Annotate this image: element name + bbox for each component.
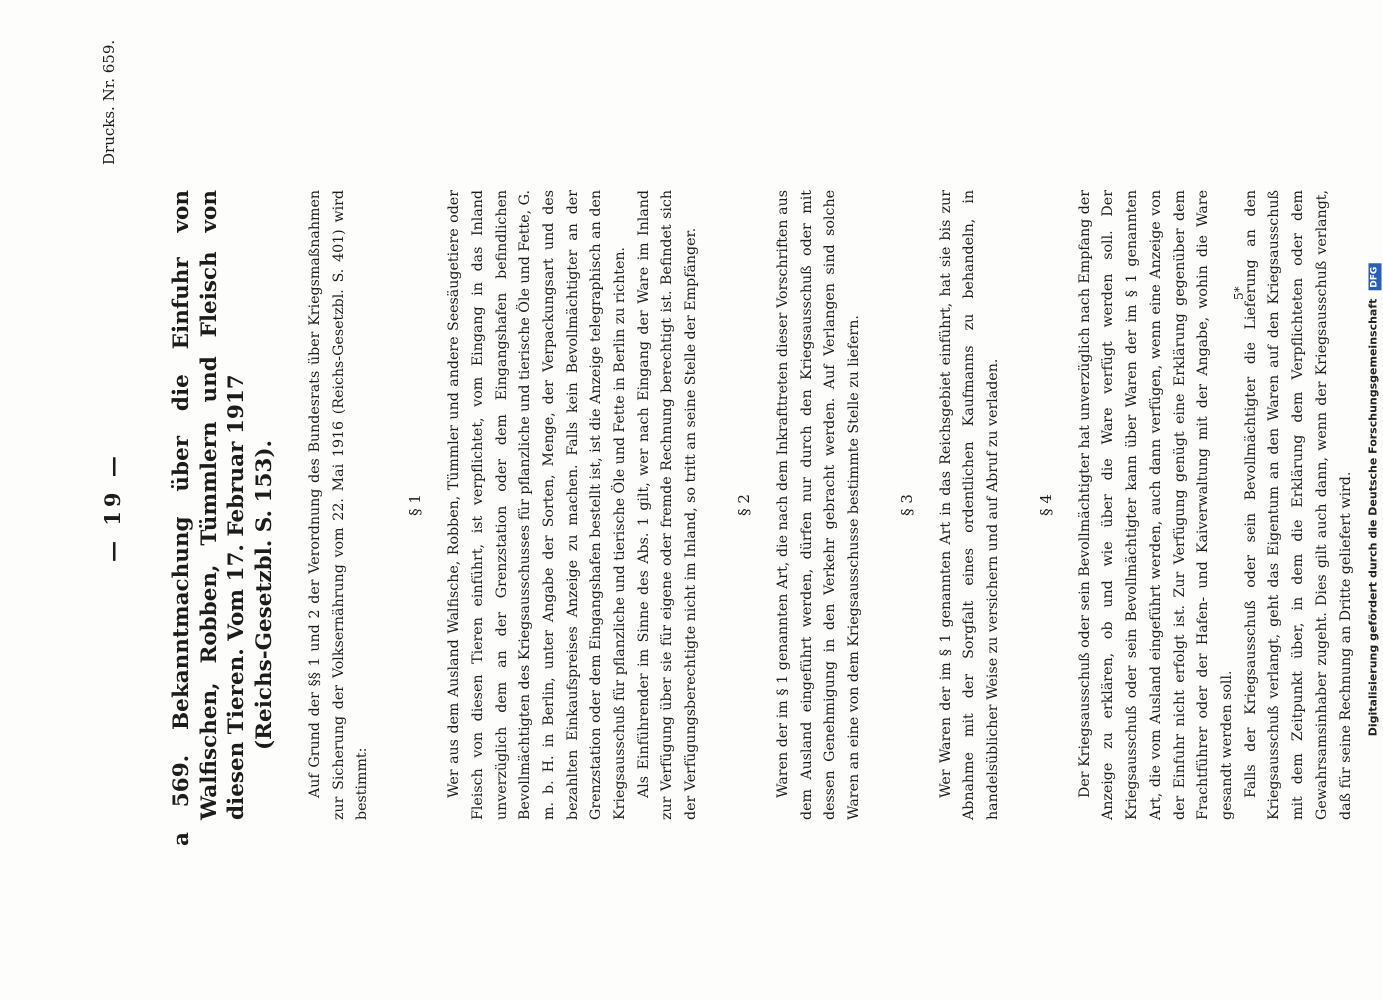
print-reference: Drucks. Nr. 659. (100, 39, 118, 165)
section-1-paragraph-2: Als Einführender im Sinne des Abs. 1 gilt, wer nach Eingang der Ware im Inland zur Verfügung über sie für eigene oder fremde Rechnung berechtigt ist. Befindet sich der Verfügungsberechtigte nicht im Inland, so tritt an seine Stelle der Empfänger. (635, 190, 700, 820)
digitization-note (1367, 264, 1382, 737)
page-number: — 19 — (100, 452, 125, 562)
section-4-paragraph-2: Falls der Kriegsausschuß oder sein Bevollmächtigter die Lieferung an den Kriegsausschuß verlangt, geht das Eigentum an den Waren auf den Kriegsausschuß mit dem Zeitpunkt über, in dem die Erklärung dem Verpflichteten oder dem Gewahrsamsinhaber zugeht. Dies gilt auch dann, wenn der Kriegsausschuß verlangt, daß für seine Rechnung an Dritte geliefert wird. (1242, 190, 1354, 820)
section-heading-2: § 2 (734, 494, 753, 516)
section-heading-4: § 4 (1036, 494, 1055, 516)
dfg-logo: DFG (1369, 264, 1382, 291)
digitization-note-text: Digitalisierung gefördert durch die Deutsche Forschungsgemeinschaft (1366, 298, 1380, 737)
title-text: Bekanntmachung über die Einfuhr von Walfischen, Robben, Tümmlern und Fleisch von diesen Tieren. Vom 17. Februar 1917 (169, 190, 249, 820)
intro-paragraph: Auf Grund der §§ 1 und 2 der Verordnung des Bundesrats über Kriegsmaßnahmen zur Sicherung der Volksernährung vom 22. Mai 1916 (Reichs-Gesetzbl. S. 401) wird bestimmt: (307, 190, 371, 820)
page-content (168, 190, 1358, 846)
section-heading-1: § 1 (406, 494, 425, 516)
section-1-paragraph-1: Wer aus dem Ausland Walfische, Robben, Tümmler und andere Seesäugetiere oder Fleisch von diesen Tieren einführt, ist verpflichtet, vom Eingang in das Inland unverzüglich dem an der Grenzstation oder dem Eingangshafen befindlichen Bevollmächtigten des Kriegsausschusses für pflanzliche und tierische Öle und Fette, G. m. b. H. in Berlin, unter Angabe der Sorten, Menge, der Verpackungsart und des bezahlten Einkaufspreises Anzeige zu machen. Falls kein Bevollmächtigter an der Grenzstation oder dem Eingangshafen bestellt ist, ist die Anzeige telegraphisch an den Kriegsausschuß für pflanzliche und tierische Öle und Fette in Berlin zu richten. (446, 190, 629, 820)
section-3-paragraph-1: Wer Waren der im § 1 genannten Art in das Reichsgebiet einführt, hat sie bis zur Abnahme mit der Sorgfalt eines ordentlichen Kaufmanns zu behandeln, in handelsüblicher Weise zu versichern und auf Abruf zu verladen. (937, 190, 1002, 820)
section-heading-3: § 3 (897, 494, 916, 516)
section-2-paragraph-1: Waren der im § 1 genannten Art, die nach dem Inkrafttreten dieser Vorschriften aus dem Ausland eingeführt werden, dürfen nur durch den Kriegsausschuß oder mit dessen Genehmigung in den Verkehr gebracht werden. Auf Verlangen sind solche Waren an eine von dem Kriegsausschusse bestimmte Stelle zu liefern. (774, 190, 862, 820)
section-4-paragraph-1: Der Kriegsausschuß oder sein Bevollmächtigter hat unverzüglich nach Empfang der Anzeige zu erklären, ob und wie über die Ware verfügt werden soll. Der Kriegsausschuß oder sein Bevollmächtigter kann über Waren der im § 1 genannten Art, die vom Ausland eingeführt werden, auch dann verfügen, wenn eine Anzeige von der Einfuhr nicht erfolgt ist. Zur Verfügung genügt eine Erklärung gegenüber dem Frachtführer oder der Hafen- und Kaiverwaltung mit der Angabe, wohin die Ware gesandt werden soll. (1076, 190, 1235, 820)
signature-mark: 5* (1232, 286, 1246, 300)
document-title (168, 190, 278, 846)
page-header (100, 0, 130, 1000)
title-number: a 569. (169, 754, 194, 846)
title-citation: (Reichs-Gesetzbl. S. 153). (251, 439, 277, 750)
